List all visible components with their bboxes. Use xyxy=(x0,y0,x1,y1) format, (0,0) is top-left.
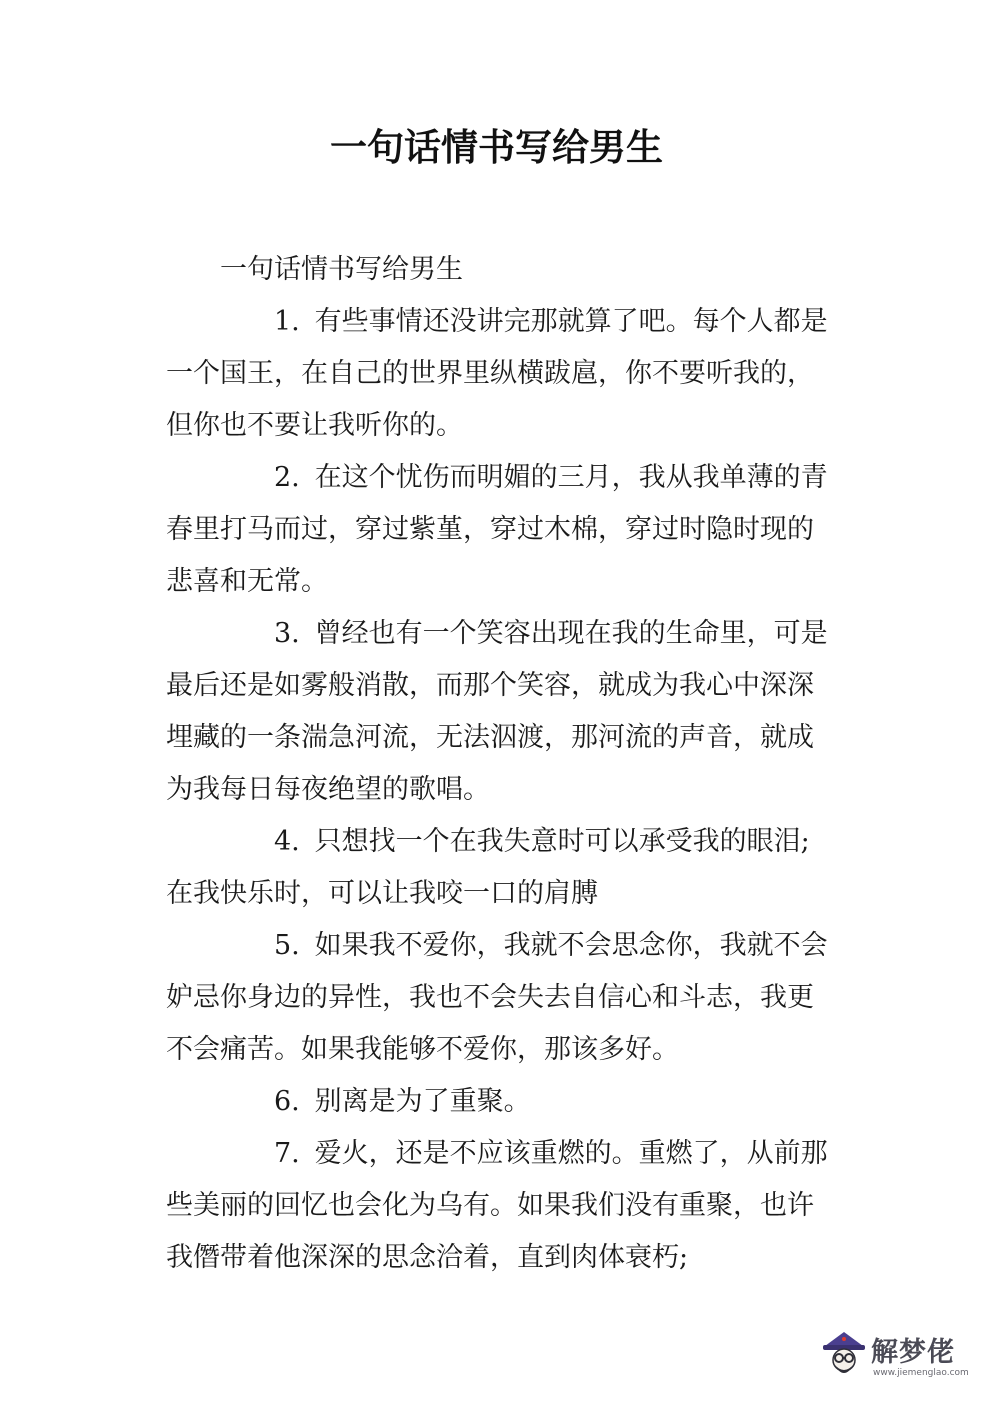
list-item xyxy=(166,1076,830,1128)
list-item xyxy=(166,816,830,920)
item-text: 在这个忧伤而明媚的三月，我从我单薄的青春里打马而过，穿过紫堇，穿过木棉，穿过时隐时现的悲喜和无常。 xyxy=(166,462,828,597)
item-number: 7. xyxy=(274,1138,300,1169)
item-text: 有些事情还没讲完那就算了吧。每个人都是一个国王，在自己的世界里纵横跋扈，你不要听我的，但你也不要让我听你的。 xyxy=(166,306,828,441)
document-body xyxy=(166,244,830,1284)
item-text: 只想找一个在我失意时可以承受我的眼泪;在我快乐时，可以让我咬一口的肩膊 xyxy=(166,826,810,909)
list-item xyxy=(166,1128,830,1284)
item-text: 曾经也有一个笑容出现在我的生命里，可是最后还是如雾般消散，而那个笑容，就成为我心中深深埋藏的一条湍急河流，无法泅渡，那河流的声音，就成为我每日每夜绝望的歌唱。 xyxy=(166,618,828,805)
item-number: 4. xyxy=(274,826,300,857)
item-number: 5. xyxy=(274,930,300,961)
document-subtitle: 一句话情书写给男生 xyxy=(220,254,463,285)
fortune-teller-icon xyxy=(821,1330,867,1382)
item-number: 6. xyxy=(274,1086,300,1117)
list-item xyxy=(166,608,830,816)
list-item xyxy=(166,296,830,452)
item-number: 2. xyxy=(274,462,300,493)
item-number: 3. xyxy=(274,618,300,649)
list-item xyxy=(166,452,830,608)
item-text: 如果我不爱你，我就不会思念你，我就不会妒忌你身边的异性，我也不会失去自信心和斗志，我更不会痛苦。如果我能够不爱你，那该多好。 xyxy=(166,930,828,1065)
page-title: 一句话情书写给男生 xyxy=(330,126,663,169)
item-number: 1. xyxy=(274,306,300,337)
watermark-url: www.jiemenglao.com xyxy=(873,1368,969,1378)
watermark-brand: 解梦佬 xyxy=(871,1337,955,1368)
watermark xyxy=(821,1322,971,1392)
list-item xyxy=(166,920,830,1076)
item-text: 爱火，还是不应该重燃的。重燃了，从前那些美丽的回忆也会化为乌有。如果我们没有重聚，也许我僭带着他深深的思念洽着，直到肉体衰朽; xyxy=(166,1138,828,1273)
item-text: 别离是为了重聚。 xyxy=(314,1086,531,1117)
